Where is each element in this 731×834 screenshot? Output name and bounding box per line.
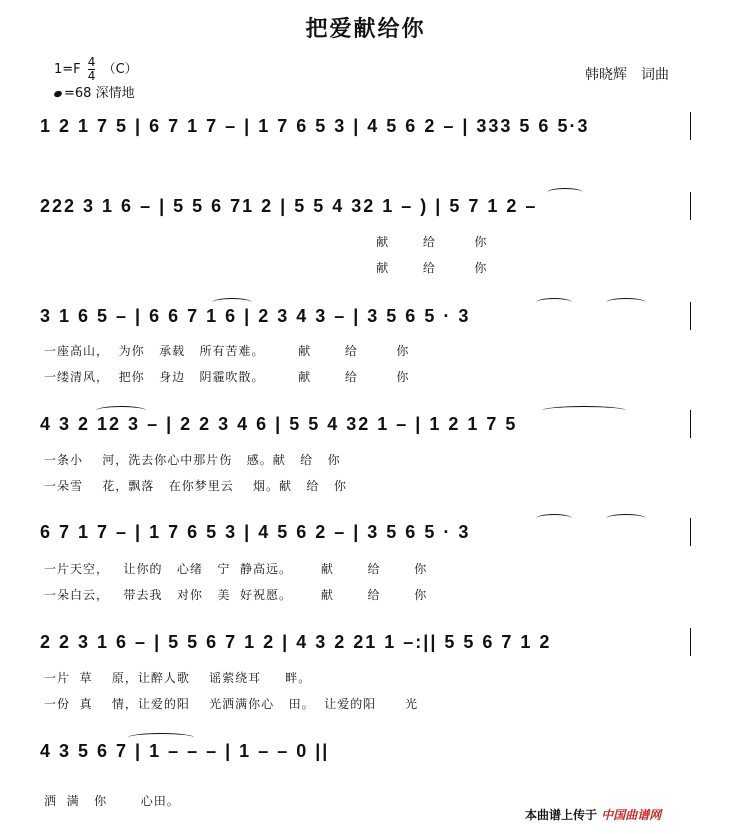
lyric-line: 献 给 你 [44,235,488,249]
footer-credit [525,806,661,823]
tempo-expression: 深情地 [95,86,135,101]
tempo-value: =68 [64,86,92,101]
barline [690,410,691,438]
lyric-line: 洒 满 你 心田。 [44,794,180,808]
tempo-marking [54,82,135,101]
lyric-line: 一缕清风， 把你 身边 阴霾吹散。 献 给 你 [44,370,410,384]
lyric-line: 一片天空， 让你的 心绪 宁 静高远。 献 给 你 [44,562,428,576]
slur-arc [536,514,572,523]
key-label: 1=F [54,62,81,77]
lyric-line: 一条小 河，洗去你心中那片伤 感。献 给 你 [44,453,341,467]
barline [690,192,691,220]
score-line-4: 4 3 2 12 3 – | 2 2 3 4 6 | 5 5 4 32 1 – | 1 2 1 7 5 [40,414,518,434]
barline [690,302,691,330]
slur-arc [542,406,626,415]
time-signature [88,56,96,83]
barline [690,112,691,140]
slur-arc [128,733,194,742]
footer-prefix: 本曲谱上传于 [525,808,598,822]
lyric-line: 一朵白云， 带去我 对你 美 好祝愿。 献 给 你 [44,588,428,602]
score-line-3: 3 1 6 5 – | 6 6 7 1 6 | 2 3 4 3 – | 3 5 6 5 · 3 [40,306,471,326]
slur-arc [606,514,646,523]
score-line-2: 222 3 1 6 – | 5 5 6 71 2 | 5 5 4 32 1 – ) | 5 7 1 2 – [40,196,538,216]
score-line-1: 1 2 1 7 5 | 6 7 1 7 – | 1 7 6 5 3 | 4 5 6 2 – | 333 5 6 5·3 [40,116,590,136]
barline [690,518,691,546]
lyric-line: 一座高山， 为你 承载 所有苦难。 献 给 你 [44,344,410,358]
score-line-7: 4 3 5 6 7 | 1 – – – | 1 – – 0 || [40,741,330,761]
quarter-note-icon [53,90,63,98]
slur-arc [606,298,646,307]
score-line-5: 6 7 1 7 – | 1 7 6 5 3 | 4 5 6 2 – | 3 5 6 5 · 3 [40,522,471,542]
barline [690,628,691,656]
slur-arc [547,188,583,197]
score-line-6: 2 2 3 1 6 – | 5 5 6 7 1 2 | 4 3 2 21 1 –:|| 5 5 6 7 1 2 [40,632,552,652]
page-title: 把爱献给你 [305,16,426,42]
site-logo[interactable]: 中国曲谱网 [601,808,662,822]
key-mode: （C） [102,62,138,77]
slur-arc [96,406,146,415]
composer-credit: 韩晓辉 词曲 [585,67,669,83]
lyric-line: 一朵雪 花，飘落 在你梦里云 烟。献 给 你 [44,479,347,493]
time-top: 4 [87,55,96,69]
lyric-line: 一份 真 情，让爱的阳 光洒满你心 田。 让爱的阳 光 [44,697,419,711]
slur-arc [536,298,572,307]
lyric-line: 献 给 你 [44,261,488,275]
slur-arc [212,298,252,307]
key-signature [54,56,138,83]
time-bottom: 4 [87,69,96,83]
lyric-line: 一片 草 原，让醉人歌 谣萦绕耳 畔。 [44,671,312,685]
